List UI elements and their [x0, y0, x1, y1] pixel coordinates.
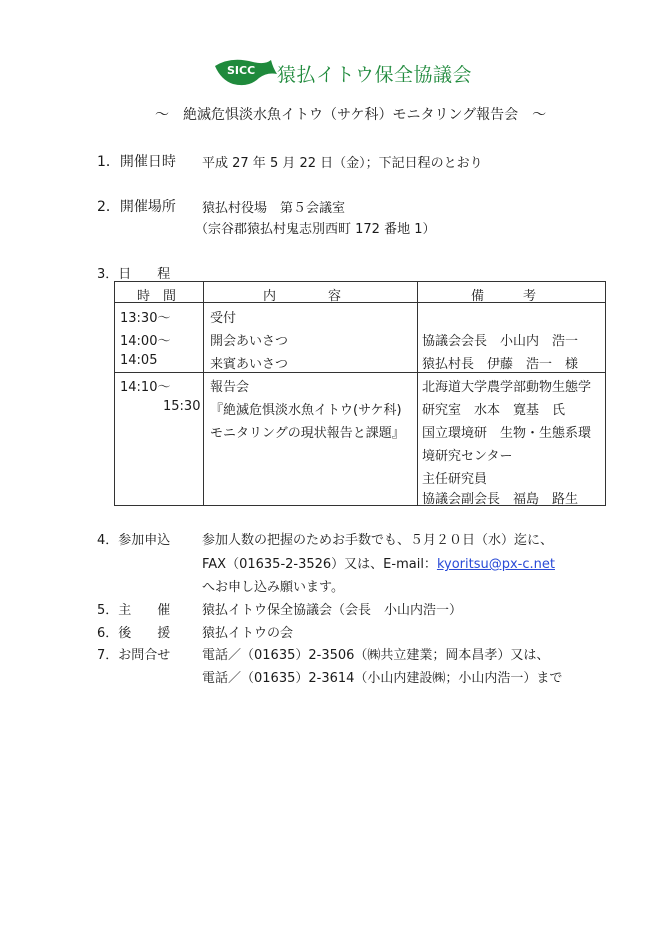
time-cell: 14:05: [120, 353, 158, 368]
section-4-line2: [202, 553, 555, 572]
notes-cell: 主任研究員: [422, 472, 488, 487]
notes-cell: 協議会会長 小山内 浩一: [422, 334, 579, 349]
notes-cell: 北海道大学農学部動物生態学: [422, 380, 592, 395]
section-4-line3: へお申し込み願います。: [202, 580, 344, 595]
section-7-line2: 電話／（01635）2-3614（小山内建設㈱；小山内浩一）まで: [202, 671, 563, 686]
content-cell: 『絶滅危惧淡水魚イトウ(サケ科): [210, 403, 402, 418]
section-7-line1: 電話／（01635）2-3506（㈱共立建業；岡本昌孝）又は、: [202, 648, 550, 663]
time-cell: 14:00～: [120, 334, 171, 349]
content-cell: モニタリングの現状報告と課題』: [210, 426, 405, 441]
org-name: 猿払イトウ保全協議会: [277, 64, 473, 86]
fax-text: FAX（01635-2-3526）又は、E-mail：: [202, 557, 437, 572]
section-4-label: 4．参加申込: [97, 533, 171, 548]
schedule-table: [114, 281, 606, 506]
content-cell: 報告会: [210, 380, 250, 395]
section-1-label: 1．開催日時: [97, 154, 176, 170]
notes-cell: 協議会副会長 福島 路生: [422, 492, 579, 507]
sicc-fish-logo: [213, 56, 279, 90]
section-6-label: 6．後 援: [97, 626, 171, 641]
header-time: 時 間: [137, 289, 177, 304]
section-3-label: 3．日 程: [97, 267, 171, 282]
section-2-address: （宗谷郡猿払村鬼志別西町 172 番地 1）: [195, 222, 436, 237]
section-2-label: 2．開催場所: [97, 199, 176, 215]
section-6-value: 猿払イトウの会: [202, 626, 294, 641]
section-5-label: 5．主 催: [97, 603, 171, 618]
notes-cell: 猿払村長 伊藤 浩一 様: [422, 357, 579, 372]
section-2-value: 猿払村役場 第５会議室: [202, 201, 346, 216]
content-cell: 受付: [210, 311, 237, 326]
section-4-line1: 参加人数の把握のためお手数でも、５月２０日（水）迄に、: [202, 533, 554, 548]
notes-cell: 研究室 水本 寛基 氏: [422, 403, 566, 418]
notes-cell: 境研究センター: [422, 449, 513, 464]
time-cell: 14:10～: [120, 380, 171, 395]
time-cell: 13:30～: [120, 311, 171, 326]
header-content: 内 容: [263, 289, 342, 304]
content-cell: 来賓あいさつ: [210, 357, 289, 372]
header-notes: 備 考: [471, 289, 537, 304]
section-5-value: 猿払イトウ保全協議会（会長 小山内浩一）: [202, 603, 463, 618]
logo-text: SICC: [227, 64, 256, 77]
section-1-value: 平成 27 年 5 月 22 日（金）；下記日程のとおり: [202, 156, 483, 171]
page-title: ～ 絶滅危惧淡水魚イトウ（サケ科）モニタリング報告会 ～: [155, 107, 547, 123]
section-7-label: 7．お問合せ: [97, 648, 171, 663]
time-cell: 15:30: [163, 399, 201, 414]
email-link[interactable]: kyoritsu@px-c.net: [436, 557, 555, 572]
content-cell: 開会あいさつ: [210, 334, 289, 349]
notes-cell: 国立環境研 生物・生態系環: [422, 426, 592, 441]
